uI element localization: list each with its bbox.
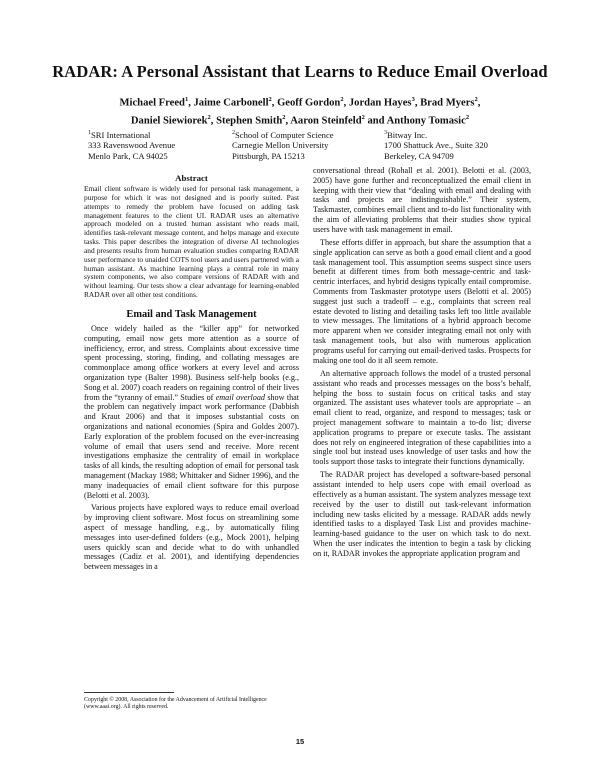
paragraph-text: show that the problem can negatively impact work performance (Dabbish and Kraut 2006) and that it imposes substantial costs on organizations and national economies (Spira and Goldes 2007). Early exploration of the problem focused on the ever-increasing volume of email that users send and receive. More recent investigations emphasize the centrality of email in workplace tasks of all kinds, the resulting adoption of email for personal task management (Mackay 1988; Whittaker and Sidner 1996), and the many inadequacies of email client software for this purpose (Belotti et al. 2003). [84,392,300,500]
affiliation-address: 1700 Shattuck Ave., Suite 320 [384,140,488,151]
right-column [313,166,531,562]
author-affiliation-marker: 3 [411,96,415,103]
author-affiliation-marker: 2 [207,113,211,121]
affiliation-org: Bitway Inc. [387,129,428,140]
paragraph-text: Once widely hailed as the “killer app” for networked computing, email now gets more attention as a source of inefficiency, error, and stress. Complaints about excessive time spent processing, storing, finding, and collating messages are commonplace among office workers at every level and across organization type (Balter 1998). Business self-help books (e.g., Song et al. 2007) coach readers on regaining control of their lives from the “tyranny of email.” Studies of [84,323,299,402]
paper-title: RADAR: A Personal Assistant that Learns to Reduce Email Overload [52,62,548,81]
author-affiliation-marker: 2 [465,113,470,121]
body-paragraph: Various projects have explored ways to reduce email overload by improving client software. Most focus on streamlining some aspect of message handling, e.g., by automatically filing messages into user-defined folders (e.g., Mock 2001), helping users quickly scan and decide what to do with unhandled messages (Cadiz et al. 2001), and identifying dependencies between messages in a [84,503,299,572]
affiliation-cmu [232,128,334,162]
author-affiliation-marker: 2 [268,96,272,103]
footnote-divider [84,692,174,693]
affiliation-org: School of Computer Science [235,129,334,140]
page-number: 15 [295,737,305,746]
affiliation-city: Pittsburgh, PA 15213 [232,151,305,162]
affiliations [88,128,548,164]
affiliation-org: SRI International [91,129,151,140]
affiliation-sri [88,128,175,162]
author-name: Aaron Steinfeld [290,115,362,127]
author-name: Anthony Tomasic [386,115,466,127]
left-column [84,173,299,575]
author-affiliation-marker: 2 [474,96,478,103]
emphasized-term: email overload [215,392,265,402]
abstract-text: Email client software is widely used for personal task management, a purpose for which it was not designed and is poorly suited. Past attempts to remedy the problem have focused on adding task management features to the client UI. RADAR uses an alternative approach modeled on a trusted human assistant who reads mail, identifies task-relevant message content, and helps manage and execute tasks. This paper describes the integration of diverse AI technologies and presents results from human evaluation studies comparing RADAR user performance to unaided COTS tool users and users partnered with a human assistant. As machine learning plays a central role in many system components, we also compare versions of RADAR with and without learning. Our tests show a clear advantage for learning-enabled RADAR over all other test conditions. [84,184,299,300]
affiliation-address: Carnegie Mellon University [232,140,329,151]
author-list [40,93,560,128]
affiliation-marker: 2 [232,130,235,136]
author-name: Geoff Gordon [277,97,341,109]
affiliation-marker: 3 [384,130,387,136]
body-paragraph: These efforts differ in approach, but share the assumption that a single application can serve as both a good email client and a good task management tool. This assumption seems suspect since users benefit at different times from both message-centric and task-centric interfaces, and hybrid designs typically entail compromise. Comments from Taskmaster prototype users (Belotti et al. 2005) suggest just such a tradeoff – e.g., complaints that screen real estate devoted to listing and detailing tasks left too little available to view messages. The limitations of a hybrid approach become more apparent when we consider integrating email not only with task management tools, but also with numerous application programs useful for carrying out email-derived tasks. Prospects for making one tool do it all seem remote. [313,238,531,365]
author-affiliation-marker: 1 [184,96,189,103]
author-line-2: Daniel Siewiorek$^2$, Stephen Smith$^2$, Aaron Steinfeld$^2$ and Anthony Tomasic$^2$ [130,113,470,127]
author-name: Jaime Carbonell [193,97,269,109]
body-paragraph: conversational thread (Rohall et al. 2001). Belotti et al. (2003, 2005) have gone further and reconceptualized the email client in keeping with their view that “dealing with email and dealing with tasks and projects are indistinguishable.” Their system, Taskmaster, combines email client and to-do list functionality with the aim of alleviating problems that their studies show typical users have with task management in email. [313,166,531,234]
author-affiliation-marker: 2 [361,113,365,121]
body-paragraph: The RADAR project has developed a software-based personal assistant intended to help users cope with email overload as effectively as a human assistant. The system analyzes message text received by the user to distill out task-relevant information including new tasks elicited by a message. RADAR adds newly identified tasks to a displayed Task List and provides machine-learning-based guidance to the user on which task to do next. When the user indicates the intention to begin a task by clicking on it, RADAR invokes the appropriate application program and [313,470,531,558]
body-paragraph [84,324,299,500]
affiliation-bitway [384,128,488,162]
author-affiliation-marker: 2 [340,96,344,103]
body-paragraph: An alternative approach follows the model of a trusted personal assistant who reads and processes messages on the boss’s behalf, helping the boss to sustain focus on critical tasks and stay organized. The assistant uses whatever tools are appropriate – an email client to read, organize, and respond to messages; task or project management software to maintain a to-do list; diverse application programs to prepare or execute tasks. The assistant does not rely on engineered integration of these capabilities into a single tool but instead uses knowledge of user tasks and how the tools support those tasks to integrate their functions dynamically. [313,368,531,467]
affiliation-city: Menlo Park, CA 94025 [88,151,168,162]
affiliation-address: 333 Ravenswood Avenue [88,140,176,151]
copyright-footnote: Copyright © 2008, Association for the Advancement of Artificial Intelligence (www.aaai.org). All rights reserved. [84,697,267,711]
author-name: Michael Freed [119,97,185,109]
affiliation-marker: 1 [88,130,91,136]
section-heading: Email and Task Management [126,308,257,320]
author-affiliation-marker: 2 [282,113,286,121]
author-name: Stephen Smith [216,115,283,127]
author-name: Daniel Siewiorek [130,115,208,127]
abstract-heading: Abstract [175,173,208,183]
author-line-1: Michael Freed$^1$, Jaime Carbonell$^2$, Geoff Gordon$^2$, Jordan Hayes$^3$, Brad Myers$^2$, [119,96,481,109]
author-name: Jordan Hayes [348,97,412,109]
author-name: Brad Myers [420,97,475,109]
affiliation-city: Berkeley, CA 94709 [384,151,454,162]
